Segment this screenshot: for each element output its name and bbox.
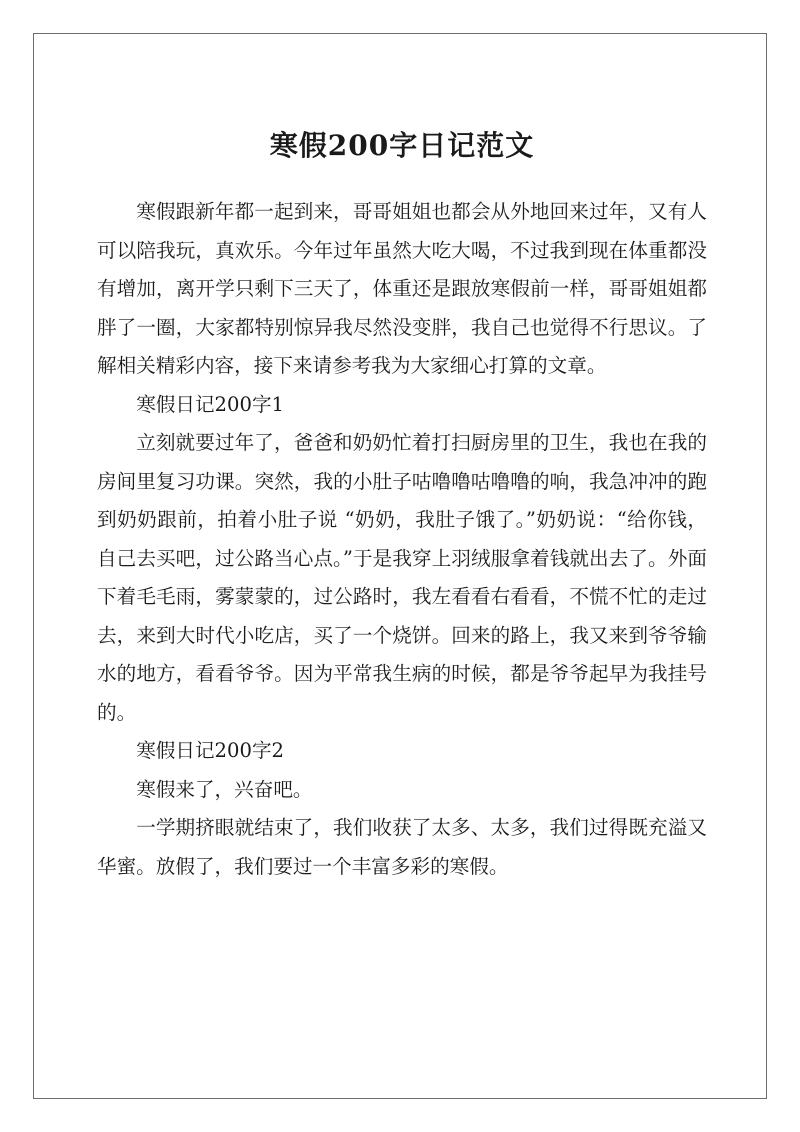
document-title: 寒假200字日记范文	[269, 129, 535, 162]
diary-paragraph-3: 一学期挤眼就结束了，我们收获了太多、太多，我们过得既充溢又华蜜。放假了，我们要过一个丰富多彩的寒假。	[97, 816, 707, 878]
diary-paragraph-2: 寒假来了，兴奋吧。	[136, 777, 313, 801]
intro-paragraph: 寒假跟新年都一起到来，哥哥姐姐也都会从外地回来过年，又有人可以陪我玩，真欢乐。今年过年虽然大吃大喝，不过我到现在体重都没有增加，离开学只剩下三天了，体重还是跟放寒假前一样，哥哥姐姐都胖了一圈，大家都特别惊异我尽然没变胖，我自己也觉得不行思议。了解相关精彩内容，接下来请参考我为大家细心打算的文章。	[97, 200, 707, 377]
section-heading-2: 寒假日记200字2	[136, 739, 285, 762]
document-body	[97, 193, 707, 886]
section-heading-1: 寒假日记200字1	[136, 392, 285, 416]
diary-paragraph-1: 立刻就要过年了，爸爸和奶奶忙着打扫厨房里的卫生，我也在我的房间里复习功课。突然，我的小肚子咕噜噜咕噜噜的响，我急冲冲的跑到奶奶跟前，拍着小肚子说 “奶奶，我肚子饿了。”奶奶说：“给你钱，自己去买吧，过公路当心点。”于是我穿上羽绒服拿着钱就出去了。外面下着毛毛雨，雾蒙蒙的，过公路时，我左看看右看看，不慌不忙的走过去，来到大时代小吃店，买了一个烧饼。回来的路上，我又来到爷爷输水的地方，看看爷爷。因为平常我生病的时候，都是爷爷起早为我挂号的。	[97, 431, 707, 724]
